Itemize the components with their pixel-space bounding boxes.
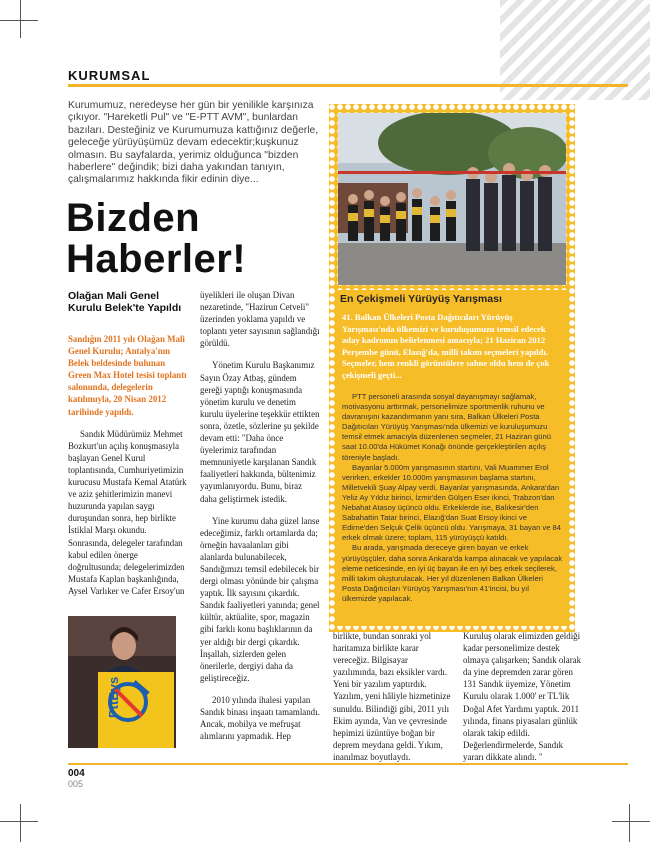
article-paragraph: Yine kurumu daha güzel lanse edeceğimiz, farklı ortamlarda da; örneğin havaalanları gibi alanlarda bulunabilecek, Sandığımızı temsil edebilecek bir dergi olması yönünde bir çalışma yaptık. İlk sayısını çıkardık. Sandık faaliyetleri yanında; genel kültür, aktüalite, spor, magazin gibi farklı konu başlıklarının da yer aldığı bir dergi çıkardık. İnşallah, sizlerden gelen önerilerle, dergiyi daha da geliştireceğiz. — [200, 515, 320, 683]
crop-mark — [612, 821, 650, 822]
article-paragraph: 2010 yılında ihalesi yapılan Sandık binası inşaatı tamamlandı. Ancak, mobilya ve mefruşat alımlarını yapmadık. Hep — [200, 694, 320, 742]
article-lead: Sandığın 2011 yılı Olağan Mali Genel Kurulu; Antalya'nın Belek beldesinde bulunan Green Max Hotel tesisi toplantı salonunda, delegelerin katılımıyla, 20 Nisan 2012 tarihinde yapıldı. — [68, 334, 187, 417]
article-subtitle: Olağan Mali Genel Kurulu Belek'te Yapıldı — [68, 290, 182, 314]
article-column-2 — [200, 289, 320, 752]
article-paragraph: Yönetim Kurulu Başkanımız Sayın Özay Atbaş, gündem gereği yaptığı konuşmasında yönetim kurulu ve denetim kurulu üyelerine teşekkür ettikten sonra, özetle, sözlerine şu şekilde devam etti: "Daha önce üyelerimiz tarafından memnuniyetle karşılanan Sandık faaliyetleri hakkında, bültenimiz yayımlanıyordu. Bunu, biraz daha geliştirmek istedik. — [200, 360, 320, 504]
news-box-lead: 41. Balkan Ülkeleri Posta Dağıtıcıları Yürüyüş Yarışması'nda ülkemizi ve kuruluşumuzu temsil edecek aday kadronun belirlenmesi amacıyla; 21 Haziran 2012 Perşembe günü, Elazığ'da, milli takım seçmeleri yapıldı. Seçmeler, hem renkli görüntülere sahne oldu hem de çok çekişmeli geçti... — [342, 312, 550, 380]
crop-mark — [20, 0, 21, 38]
article-paragraph: üyelikleri ile oluşan Divan nezaretinde, "Hazirun Cetveli" üzerinden yoklama yapıldı ve toplantı yeter sayısının sağlandığı görüldü. — [200, 290, 320, 349]
article-column-1 — [68, 333, 190, 607]
race-start-photo — [338, 113, 566, 285]
podium-photo-graphic — [68, 616, 176, 748]
article-column-4 — [463, 630, 583, 773]
article-column-3 — [333, 630, 451, 773]
crop-mark — [0, 821, 38, 822]
page-title: Bizden Haberler! — [66, 196, 247, 281]
intro-text: Kurumumuz, neredeyse her gün bir yenilikle karşınıza çıkıyor. "Hareketli Pul" ve "E-PTT AVM", bunlardan bazıları. Desteğiniz ve Kurumumuza kattığınız değerle, geleceğe yürüyüşümüz devam edecektir;kuşkunuz olmasın. Bu sayfalarda, yerimiz olduğunca "bizden haberlere" değindik; bizi daha yakından tanıyın, çalışmalarımız hakkında fikir edinin diye... — [68, 100, 319, 186]
news-box-paragraph: PTT personeli arasında sosyal dayanışmayı sağlamak, motivasyonu arttırmak, personelimize sportmenlik ruhunu ve davranışını kazandırmanın yanı sıra, Balkan Ülkeleri Posta Dağıtıcıları Yürüyüş Yarışması'nda ülkemizi ve kuruluşumuzu temsil etmek amacıyla düzenlenen seçmeler, 21 Haziran günü saat 10.00'da Hükümet Konağı önünde gerçekleştirilen açılış töreniyle başladı. — [342, 392, 551, 462]
news-box-paragraph: Bayanlar 5.000m yarışmasının startını, Vali Muammer Erol verirken, erkekler 10.000m yarışmasının başlama startını, Milletvekili Şuay Alpay verdi. Bayanlar yarışmasında, Ankara'dan Yeliz Ay Yıldız birinci, İzmir'den Gülşen Eser ikinci, Trabzon'dan Nebahat Atasoy üçüncü oldu. Erkeklerde ise, Balıkesir'den Sabahattin Tatar birinci, Elazığ'dan Suat Ersoy ikinci ve Edirne'den Selçuk Çelik üçüncü oldu. Yarışmaya, 31 bayan ve 84 erkek olmak üzere; toplam, 115 yürüyüşçü katıldı. — [342, 462, 561, 543]
podium-logo-text: PttBys — [106, 676, 121, 718]
crop-mark — [20, 804, 21, 842]
crop-mark — [0, 20, 38, 21]
crop-mark — [629, 804, 630, 842]
podium-speaker-photo — [68, 616, 176, 748]
section-label: KURUMSAL — [68, 68, 151, 83]
footer-rule — [68, 763, 628, 765]
news-box-paragraph: Bu arada, yarışmada dereceye giren bayan ve erkek yürüyüşçüler, daha sonra Ankara'da kampa alınacak ve yapılacak eleme neticesinde, en iyi üç bayan ile en iyi beş erkek seçilerek, milli takım oluşturulacak. Her yıl düzenlenen Balkan Ülkeleri Posta Dağıtıcıları Yürüyüş Yarışması'nın 41'incisi, bu yıl ülkemizde yapılacak. — [342, 543, 563, 603]
article-paragraph: Sandık Müdürümüz Mehmet Bozkurt'un açılış konuşmasıyla başlayan Genel Kurul toplantısında, Cumhuriyetimizin kurucusu Mustafa Kemal Atatürk ve aziz şehitlerimizin manevi huzurunda yapılan saygı duruşundan sonra, hep birlikte İstiklal Marşı okundu. Sonrasında, delegeler tarafından kabul edilen önerge doğrultusunda; delegelerimizden Mustafa Kaplan başkanlığında, Aysel Varlıker ve Cafer Ersoy'un — [68, 428, 187, 596]
article-paragraph: Kuruluş olarak elimizden geldiği kadar personelimize destek olmaya çalışarken; Sandık olarak da yine depremden zarar gören 131 Sandık üyemize, Yönetim Kurulu olarak 1.000' er TL'lik Doğal Afet Yardımı yaptık. 2011 yılında, finans piyasaları günlük olarak takip edildi. Değerlendirmelerde, Sandık yararı dikkate alındı. " — [463, 631, 582, 762]
article-paragraph: birlikte, bundan sonraki yol haritamıza birlikte karar vereceğiz. Bilgisayar yazılımında, bazı eksikler vardı. Yeni bir yazılım yaptırdık. Yazılım, yeni hâliyle hizmetinize sunuldu. Bilindiği gibi, 2011 yılı Ekim ayında, Van ve çevresinde hepimizi üzüntüye boğan bir deprem meydana geldi. Yıkım, inanılmaz boyutlaydı. — [333, 631, 451, 762]
news-box-text — [342, 392, 564, 604]
race-photo-graphic — [338, 113, 566, 285]
page-number: 004 — [68, 768, 85, 779]
news-box-title: En Çekişmeli Yürüyüş Yarışması — [340, 293, 502, 305]
section-rule — [68, 84, 628, 87]
page-number-next: 005 — [68, 779, 84, 789]
